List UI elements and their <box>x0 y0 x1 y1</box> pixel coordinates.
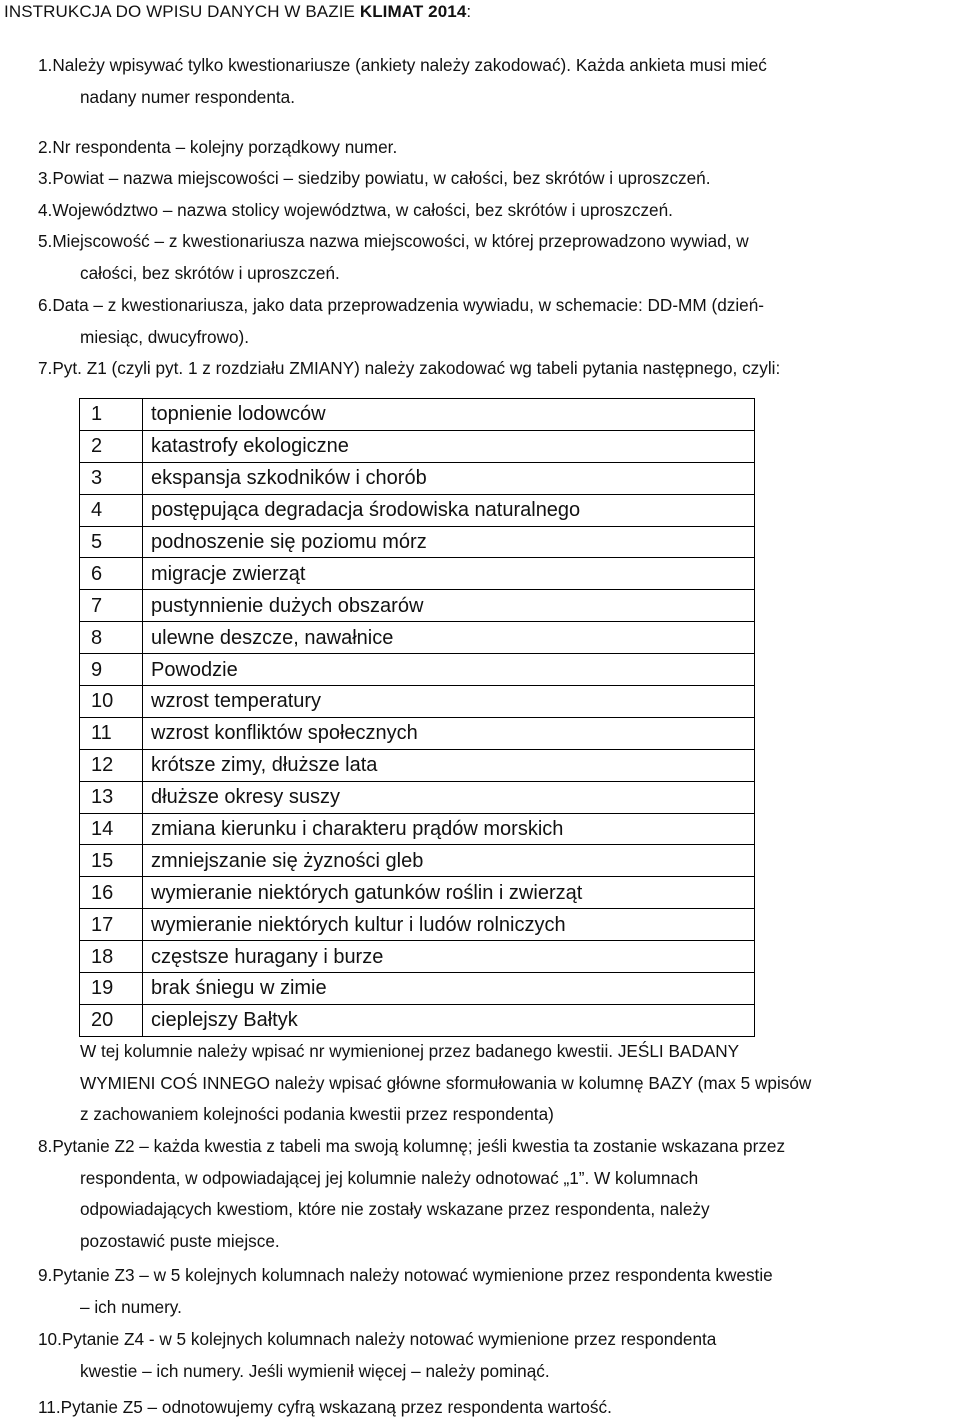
code-number: 12 <box>80 749 143 781</box>
code-label: katastrofy ekologiczne <box>143 430 755 462</box>
table-row <box>80 781 755 813</box>
note-line: z zachowaniem kolejności podania kwestii przez respondenta) <box>80 1104 554 1124</box>
item-text-continued: – ich numery. <box>80 1296 182 1317</box>
code-label: wymieranie niektórych gatunków roślin i zwierząt <box>143 877 755 909</box>
code-number: 9 <box>80 654 143 686</box>
code-label: ulewne deszcze, nawałnice <box>143 622 755 654</box>
table-row <box>80 845 755 877</box>
table-row <box>80 462 755 494</box>
instruction-item <box>38 1131 950 1257</box>
table-row <box>80 654 755 686</box>
code-label: brak śniegu w zimie <box>143 973 755 1005</box>
table-note <box>80 1036 956 1131</box>
code-number: 4 <box>80 494 143 526</box>
item-number: 4. <box>38 200 53 220</box>
item-text-continued: nadany numer respondenta. <box>80 86 295 107</box>
item-number: 7. <box>38 358 53 378</box>
item-number: 10. <box>38 1329 62 1349</box>
instruction-item <box>38 1392 950 1424</box>
item-number: 2. <box>38 137 53 157</box>
table-row <box>80 558 755 590</box>
item-text: Data – z kwestionariusza, jako data przeprowadzenia wywiadu, w schemacie: DD-MM (dzień- <box>52 295 765 315</box>
table-row <box>80 909 755 941</box>
code-label: pustynnienie dużych obszarów <box>143 590 755 622</box>
instruction-item <box>38 50 950 113</box>
note-line: W tej kolumnie należy wpisać nr wymienionej przez badanego kwestii. JEŚLI BADANY <box>80 1041 740 1061</box>
item-number: 1. <box>38 55 53 75</box>
item-number: 9. <box>38 1265 53 1285</box>
code-number: 14 <box>80 813 143 845</box>
code-number: 18 <box>80 941 143 973</box>
table-row <box>80 526 755 558</box>
code-number: 2 <box>80 430 143 462</box>
code-number: 7 <box>80 590 143 622</box>
instruction-item <box>38 290 950 353</box>
instruction-item <box>38 1260 950 1323</box>
code-number: 19 <box>80 973 143 1005</box>
code-number: 8 <box>80 622 143 654</box>
item-number: 6. <box>38 295 53 315</box>
table-row <box>80 717 755 749</box>
instruction-item <box>38 132 950 164</box>
code-number: 11 <box>80 717 143 749</box>
title-suffix: : <box>466 2 472 21</box>
code-number: 5 <box>80 526 143 558</box>
code-label: wymieranie niektórych kultur i ludów rolniczych <box>143 909 755 941</box>
item-text-continued: respondenta, w odpowiadającej jej kolumnie należy odnotować „1”. W kolumnach <box>80 1167 699 1188</box>
code-label: topnienie lodowców <box>143 399 755 431</box>
item-text-continued: całości, bez skrótów i uproszczeń. <box>80 262 340 283</box>
code-label: postępująca degradacja środowiska naturalnego <box>143 494 755 526</box>
item-text: Pytanie Z3 – w 5 kolejnych kolumnach należy notować wymienione przez respondenta kwestie <box>52 1265 773 1285</box>
code-number: 20 <box>80 1004 143 1036</box>
table-row <box>80 941 755 973</box>
item-number: 5. <box>38 231 53 251</box>
item-number: 8. <box>38 1136 53 1156</box>
code-label: wzrost konfliktów społecznych <box>143 717 755 749</box>
code-number: 13 <box>80 781 143 813</box>
item-text-continued: kwestie – ich numery. Jeśli wymienił więcej – należy pominąć. <box>80 1360 550 1381</box>
table-row <box>80 973 755 1005</box>
instruction-item <box>38 163 950 195</box>
item-text: Należy wpisywać tylko kwestionariusze (ankiety należy zakodować). Każda ankieta musi mieć <box>52 55 767 75</box>
code-label: Powodzie <box>143 654 755 686</box>
code-label: częstsze huragany i burze <box>143 941 755 973</box>
item-text: Nr respondenta – kolejny porządkowy numer. <box>52 137 398 157</box>
code-label: zmniejszanie się żyzności gleb <box>143 845 755 877</box>
code-number: 10 <box>80 686 143 718</box>
note-line: WYMIENI COŚ INNEGO należy wpisać główne sformułowania w kolumnę BAZY (max 5 wpisów <box>80 1072 812 1093</box>
code-label: wzrost temperatury <box>143 686 755 718</box>
table-row <box>80 1004 755 1036</box>
title-bold: KLIMAT 2014 <box>359 2 467 21</box>
item-text: Pytanie Z4 - w 5 kolejnych kolumnach należy notować wymienione przez respondenta <box>61 1329 717 1349</box>
code-number: 6 <box>80 558 143 590</box>
table-row <box>80 813 755 845</box>
code-number: 1 <box>80 399 143 431</box>
table-row <box>80 430 755 462</box>
instruction-item <box>38 353 950 385</box>
table-row <box>80 877 755 909</box>
item-text: Pytanie Z5 – odnotowujemy cyfrą wskazaną przez respondenta wartość. <box>60 1397 612 1417</box>
code-label: migracje zwierząt <box>143 558 755 590</box>
code-label: krótsze zimy, dłuższe lata <box>143 749 755 781</box>
code-label: cieplejszy Bałtyk <box>143 1004 755 1036</box>
item-text-continued: miesiąc, dwucyfrowo). <box>80 326 250 347</box>
table-row <box>80 622 755 654</box>
code-label: ekspansja szkodników i chorób <box>143 462 755 494</box>
instruction-item <box>38 195 950 227</box>
code-label: podnoszenie się poziomu mórz <box>143 526 755 558</box>
item-text-continued: pozostawić puste miejsce. <box>80 1230 280 1251</box>
table-row <box>80 686 755 718</box>
table-row <box>80 590 755 622</box>
item-number: 3. <box>38 168 53 188</box>
codes-table <box>79 398 755 1037</box>
item-text: Pyt. Z1 (czyli pyt. 1 z rozdziału ZMIANY) należy zakodować wg tabeli pytania następnego, czyli: <box>52 358 781 378</box>
instruction-item <box>38 226 950 289</box>
code-number: 3 <box>80 462 143 494</box>
item-text: Powiat – nazwa miejscowości – siedziby powiatu, w całości, bez skrótów i uproszczeń. <box>52 168 711 188</box>
code-label: zmiana kierunku i charakteru prądów morskich <box>143 813 755 845</box>
page-title <box>4 2 471 22</box>
table-row <box>80 749 755 781</box>
item-text: Miejscowość – z kwestionariusza nazwa miejscowości, w której przeprowadzono wywiad, w <box>52 231 749 251</box>
item-text-continued: odpowiadających kwestiom, które nie zostały wskazane przez respondenta, należy <box>80 1199 710 1219</box>
item-text: Pytanie Z2 – każda kwestia z tabeli ma swoją kolumnę; jeśli kwestia ta zostanie wskazana przez <box>52 1136 786 1156</box>
table-row <box>80 494 755 526</box>
code-number: 16 <box>80 877 143 909</box>
title-prefix: INSTRUKCJA DO WPISU DANYCH W BAZIE <box>4 2 360 21</box>
code-label: dłuższe okresy suszy <box>143 781 755 813</box>
item-number: 11. <box>38 1397 61 1417</box>
code-number: 15 <box>80 845 143 877</box>
item-text: Województwo – nazwa stolicy województwa, w całości, bez skrótów i uproszczeń. <box>52 200 673 220</box>
code-number: 17 <box>80 909 143 941</box>
instruction-item <box>38 1324 950 1387</box>
table-row <box>80 399 755 431</box>
